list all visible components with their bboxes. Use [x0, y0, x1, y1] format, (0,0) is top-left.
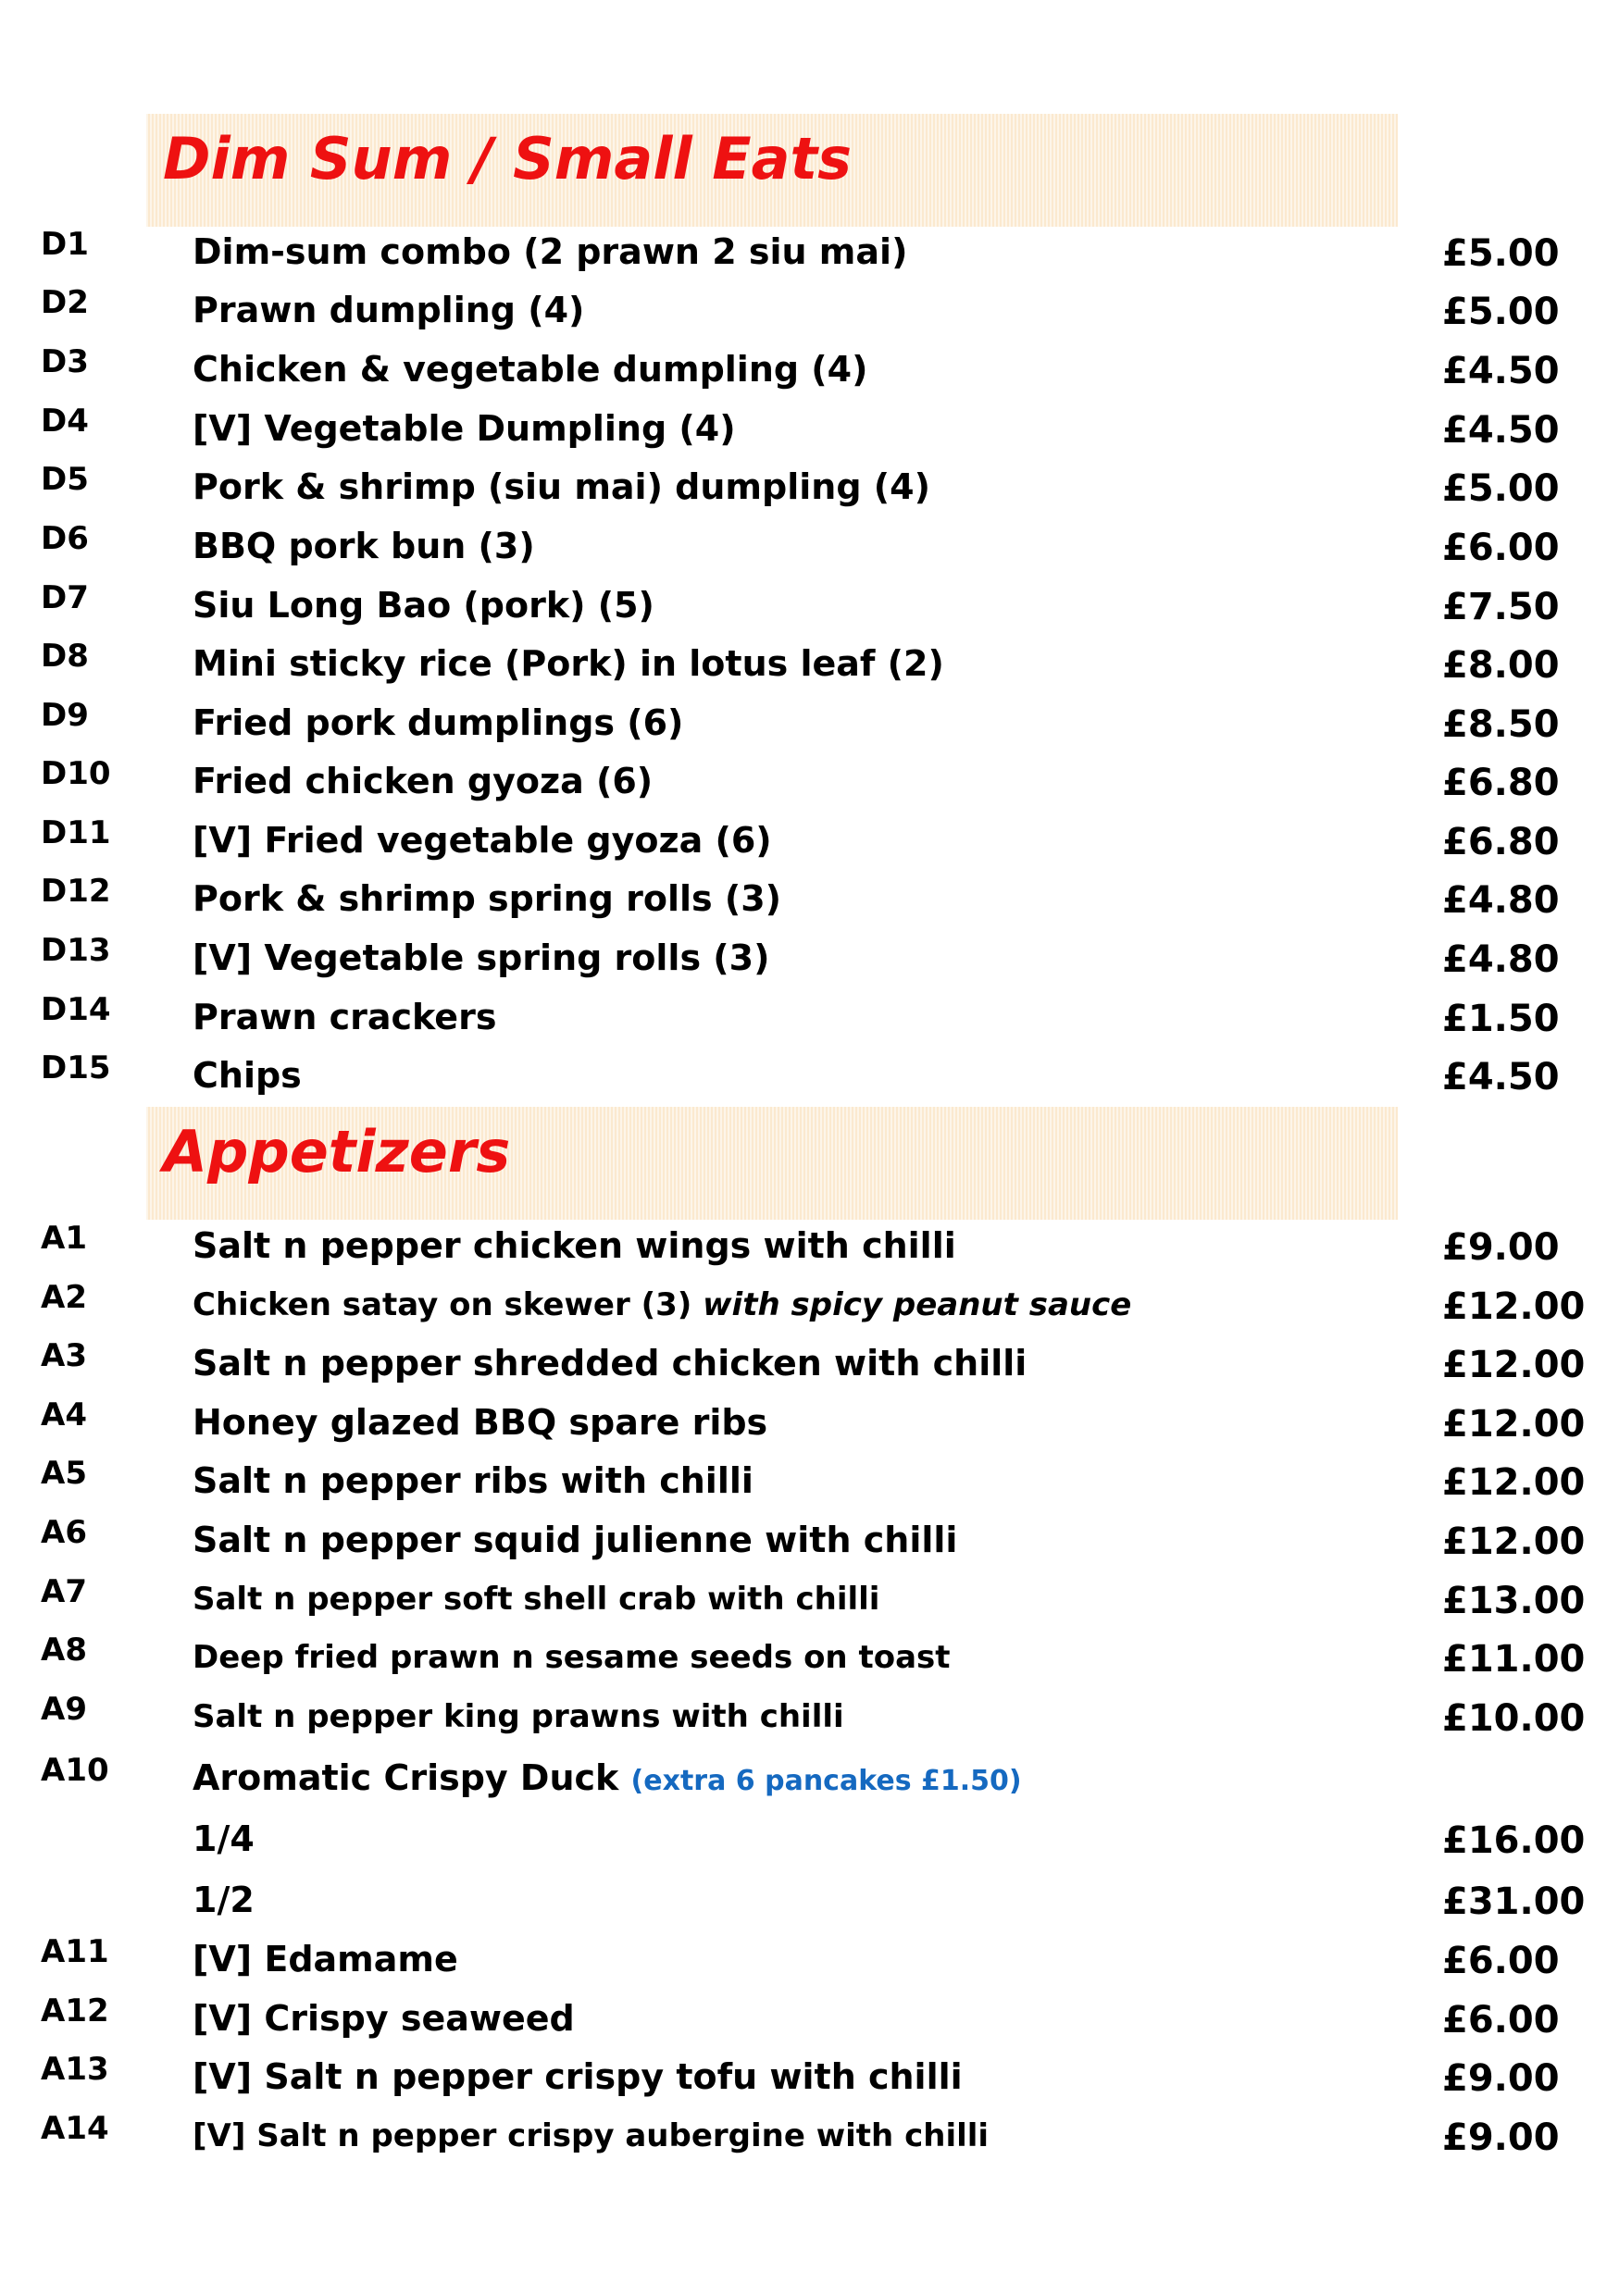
menu-item-row — [0, 814, 1619, 872]
item-code: D8 — [41, 638, 89, 675]
item-code: A3 — [41, 1337, 87, 1374]
item-price: £9.00 — [1442, 1226, 1560, 1269]
menu-item-row — [0, 1396, 1619, 1454]
menu-item-row — [0, 1279, 1619, 1336]
item-name: 1/2 — [193, 1880, 255, 1920]
item-name: Salt n pepper soft shell crab with chilli — [193, 1581, 880, 1618]
item-name-main: Aromatic Crispy Duck — [193, 1757, 631, 1798]
item-name: Pork & shrimp (siu mai) dumpling (4) — [193, 466, 930, 507]
menu-item-row — [0, 1752, 1619, 1809]
item-code: D3 — [41, 343, 89, 380]
item-price: £1.50 — [1442, 998, 1560, 1040]
item-code: D15 — [41, 1049, 111, 1086]
item-name: Salt n pepper king prawns with chilli — [193, 1698, 844, 1735]
item-name: [V] Vegetable spring rolls (3) — [193, 937, 770, 978]
item-name-main: Chicken satay on skewer (3) — [193, 1286, 704, 1323]
menu-item-row — [0, 1880, 1619, 1931]
item-name: Chips — [193, 1055, 302, 1096]
item-code: D13 — [41, 932, 111, 969]
item-name: [V] Fried vegetable gyoza (6) — [193, 820, 772, 861]
menu-item-row — [0, 873, 1619, 930]
item-code: D14 — [41, 991, 111, 1028]
menu-item-row — [0, 284, 1619, 341]
item-name: Fried chicken gyoza (6) — [193, 761, 654, 801]
item-name: Dim-sum combo (2 prawn 2 siu mai) — [193, 231, 908, 272]
item-name: [V] Salt n pepper crispy tofu with chilli — [193, 2056, 963, 2097]
menu-item-row — [0, 991, 1619, 1049]
item-name: Salt n pepper shredded chicken with chilli — [193, 1343, 1027, 1384]
item-code: D4 — [41, 403, 89, 440]
item-code: A13 — [41, 2051, 109, 2088]
item-code: A7 — [41, 1573, 87, 1610]
item-price: £5.00 — [1442, 291, 1560, 333]
item-name: Prawn crackers — [193, 997, 497, 1037]
item-price: £4.80 — [1442, 879, 1560, 922]
menu-item-row — [0, 579, 1619, 637]
item-code: D5 — [41, 461, 89, 498]
item-code: D9 — [41, 697, 89, 734]
item-name: [V] Crispy seaweed — [193, 1998, 575, 2039]
menu-item-row — [0, 755, 1619, 813]
item-price: £7.50 — [1442, 586, 1560, 628]
item-name: Siu Long Bao (pork) (5) — [193, 585, 654, 626]
item-code: A11 — [41, 1933, 109, 1970]
item-price: £6.80 — [1442, 821, 1560, 863]
item-name: Mini sticky rice (Pork) in lotus leaf (2) — [193, 643, 944, 684]
item-code: D10 — [41, 755, 111, 792]
item-price: £5.00 — [1442, 232, 1560, 275]
item-note: (extra 6 pancakes £1.50) — [630, 1765, 1022, 1797]
menu-item-row — [0, 520, 1619, 577]
item-code: A9 — [41, 1691, 87, 1728]
item-code: D12 — [41, 873, 111, 910]
section-title: Dim Sum / Small Eats — [163, 125, 853, 192]
menu-item-row — [0, 1818, 1619, 1870]
item-name: [V] Salt n pepper crispy aubergine with chilli — [193, 2117, 990, 2154]
item-code: A4 — [41, 1396, 87, 1433]
item-price: £12.00 — [1442, 1344, 1586, 1386]
item-name: Prawn dumpling (4) — [193, 290, 585, 330]
item-name: Fried pork dumplings (6) — [193, 702, 684, 743]
item-code: A8 — [41, 1632, 87, 1669]
item-price: £9.00 — [1442, 2057, 1560, 2100]
item-price: £12.00 — [1442, 1285, 1586, 1328]
menu-item-row — [0, 1337, 1619, 1395]
item-price: £16.00 — [1442, 1819, 1586, 1862]
item-price: £6.00 — [1442, 527, 1560, 569]
item-name — [193, 1757, 1022, 1800]
item-name: [V] Vegetable Dumpling (4) — [193, 408, 736, 449]
item-name: Honey glazed BBQ spare ribs — [193, 1402, 768, 1443]
item-code: A6 — [41, 1514, 87, 1551]
item-code: A14 — [41, 2110, 109, 2147]
menu-item-row — [0, 343, 1619, 401]
menu-item-row — [0, 1455, 1619, 1512]
menu-item-row — [0, 932, 1619, 989]
item-price: £6.80 — [1442, 762, 1560, 804]
item-price: £4.80 — [1442, 938, 1560, 981]
item-price: £8.00 — [1442, 644, 1560, 687]
item-code: A12 — [41, 1992, 109, 2029]
item-name — [193, 1286, 1131, 1324]
item-price: £9.00 — [1442, 2116, 1560, 2159]
item-name: Pork & shrimp spring rolls (3) — [193, 878, 782, 919]
item-price: £4.50 — [1442, 350, 1560, 392]
item-code: D7 — [41, 579, 89, 616]
section-header-appetizers — [146, 1107, 1398, 1220]
item-name: Salt n pepper squid julienne with chilli — [193, 1520, 958, 1560]
menu-item-row — [0, 697, 1619, 754]
menu-item-row — [0, 1632, 1619, 1689]
item-name: Salt n pepper ribs with chilli — [193, 1460, 753, 1501]
menu-item-row — [0, 2051, 1619, 2108]
item-price: £12.00 — [1442, 1403, 1586, 1446]
section-header-dim-sum — [146, 114, 1398, 227]
item-price: £8.50 — [1442, 703, 1560, 746]
item-name: Salt n pepper chicken wings with chilli — [193, 1225, 956, 1266]
menu-item-row — [0, 1514, 1619, 1571]
item-code: D11 — [41, 814, 111, 851]
item-code: A2 — [41, 1279, 87, 1316]
item-price: £31.00 — [1442, 1880, 1586, 1923]
item-price: £6.00 — [1442, 1999, 1560, 2042]
item-code: D1 — [41, 226, 89, 263]
item-name-italic: with spicy peanut sauce — [703, 1286, 1132, 1323]
item-code: A10 — [41, 1752, 109, 1789]
item-name: [V] Edamame — [193, 1939, 458, 1980]
item-code: A1 — [41, 1220, 87, 1257]
item-price: £13.00 — [1442, 1580, 1586, 1622]
item-code: A5 — [41, 1455, 87, 1492]
menu-item-row — [0, 1049, 1619, 1107]
menu-item-row — [0, 2110, 1619, 2167]
item-price: £11.00 — [1442, 1638, 1586, 1681]
item-name: Deep fried prawn n sesame seeds on toast — [193, 1639, 951, 1676]
item-price: £4.50 — [1442, 1056, 1560, 1098]
item-price: £10.00 — [1442, 1697, 1586, 1740]
menu-item-row — [0, 1220, 1619, 1277]
item-price: £4.50 — [1442, 409, 1560, 452]
item-name: 1/4 — [193, 1818, 255, 1859]
item-price: £12.00 — [1442, 1461, 1586, 1504]
menu-item-row — [0, 638, 1619, 695]
menu-item-row — [0, 1573, 1619, 1631]
menu-item-row — [0, 403, 1619, 460]
item-code: D6 — [41, 520, 89, 557]
menu-item-row — [0, 1992, 1619, 2050]
item-code: D2 — [41, 284, 89, 321]
section-title: Appetizers — [163, 1118, 511, 1185]
menu-item-row — [0, 1691, 1619, 1748]
item-price: £5.00 — [1442, 467, 1560, 510]
item-price: £12.00 — [1442, 1520, 1586, 1563]
menu-item-row — [0, 226, 1619, 283]
item-name: Chicken & vegetable dumpling (4) — [193, 349, 868, 390]
menu-item-row — [0, 461, 1619, 518]
item-price: £6.00 — [1442, 1940, 1560, 1982]
menu-item-row — [0, 1933, 1619, 1991]
item-name: BBQ pork bun (3) — [193, 526, 535, 566]
